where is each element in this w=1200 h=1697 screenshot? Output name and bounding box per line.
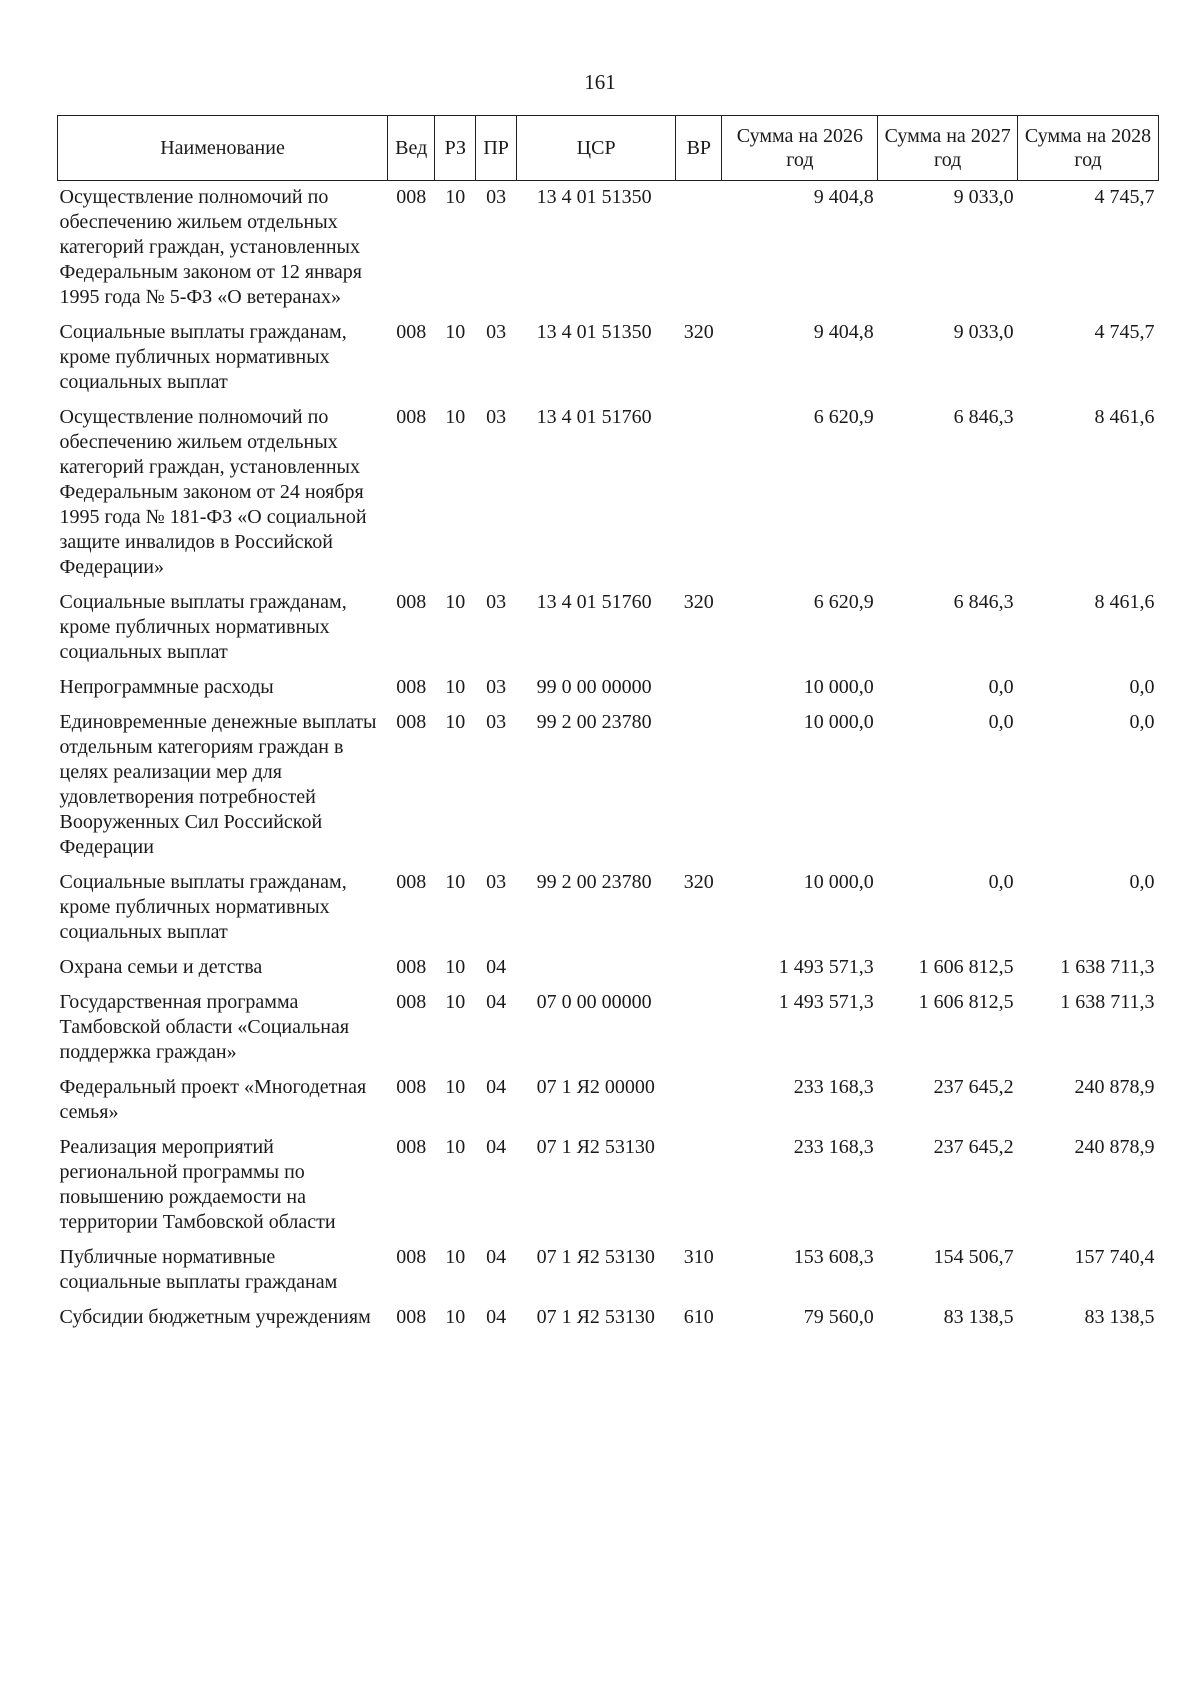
cell-pr: 04 [486, 956, 507, 978]
table-row [58, 866, 1159, 951]
table-row [58, 671, 1159, 706]
cell-ved: 008 [396, 1246, 427, 1268]
cell-sum-2027: 6 846,3 [953, 406, 1014, 428]
cell-sum-2027: 0,0 [988, 676, 1014, 698]
cell-sum-2027: 9 033,0 [953, 186, 1014, 208]
cell-csr: 13 4 01 51760 [536, 406, 652, 428]
cell-csr: 07 1 Я2 00000 [536, 1076, 655, 1098]
cell-vr: 610 [683, 1306, 714, 1328]
cell-ved: 008 [396, 956, 427, 978]
cell-pr: 03 [486, 406, 507, 428]
cell-ved: 008 [396, 406, 427, 428]
page-number: 161 [584, 70, 616, 94]
cell-name: Единовременные денежные выплаты отдельным категориям граждан в целях реализации мер для удовлетворения потребностей Вооруженных Сил Российской Федерации [59, 711, 377, 858]
cell-pr: 03 [486, 711, 507, 733]
cell-sum-2027: 83 138,5 [943, 1306, 1014, 1328]
cell-vr [676, 706, 722, 866]
cell-name: Охрана семьи и детства [59, 956, 263, 978]
cell-ved: 008 [396, 1306, 427, 1328]
cell-sum-2028: 4 745,7 [1094, 321, 1155, 343]
cell-pr: 04 [486, 1246, 507, 1268]
cell-name: Федеральный проект «Многодетная семья» [59, 1076, 367, 1123]
cell-sum-2027: 154 506,7 [933, 1246, 1014, 1268]
header-ved: Вед [388, 116, 435, 181]
table-row [58, 1071, 1159, 1131]
cell-vr [676, 671, 722, 706]
table-row [58, 181, 1159, 317]
table-row [58, 1131, 1159, 1241]
cell-ved: 008 [396, 991, 427, 1013]
cell-rz: 10 [445, 676, 466, 698]
cell-pr: 03 [486, 591, 507, 613]
cell-sum-2026: 1 493 571,3 [778, 956, 874, 978]
cell-sum-2028: 0,0 [1129, 871, 1155, 893]
header-sum-2027: Сумма на 2027 год [878, 116, 1018, 181]
cell-sum-2028: 83 138,5 [1084, 1306, 1155, 1328]
cell-sum-2028: 240 878,9 [1074, 1136, 1155, 1158]
cell-name: Социальные выплаты гражданам, кроме публичных нормативных социальных выплат [59, 591, 347, 663]
cell-pr: 04 [486, 991, 507, 1013]
cell-vr [676, 951, 722, 986]
cell-sum-2026: 79 560,0 [803, 1306, 874, 1328]
cell-vr [676, 1071, 722, 1131]
cell-sum-2026: 153 608,3 [793, 1246, 874, 1268]
cell-csr: 07 1 Я2 53130 [536, 1306, 655, 1328]
cell-pr: 03 [486, 186, 507, 208]
table-row [58, 706, 1159, 866]
table-row [58, 316, 1159, 401]
cell-sum-2026: 9 404,8 [813, 321, 874, 343]
cell-vr: 320 [683, 321, 714, 343]
cell-sum-2028: 8 461,6 [1094, 591, 1155, 613]
cell-sum-2027: 0,0 [988, 711, 1014, 733]
cell-rz: 10 [445, 871, 466, 893]
header-sum-2028: Сумма на 2028 год [1018, 116, 1159, 181]
cell-sum-2027: 0,0 [988, 871, 1014, 893]
cell-name: Непрограммные расходы [59, 676, 274, 698]
cell-vr [676, 401, 722, 586]
cell-sum-2026: 233 168,3 [793, 1136, 874, 1158]
cell-sum-2026: 10 000,0 [803, 871, 874, 893]
cell-name: Реализация мероприятий региональной программы по повышению рождаемости на территории Тамбовской области [59, 1136, 336, 1233]
cell-ved: 008 [396, 676, 427, 698]
cell-pr: 04 [486, 1136, 507, 1158]
cell-sum-2026: 6 620,9 [813, 406, 874, 428]
cell-ved: 008 [396, 711, 427, 733]
cell-rz: 10 [445, 321, 466, 343]
cell-sum-2026: 6 620,9 [813, 591, 874, 613]
cell-sum-2027: 6 846,3 [953, 591, 1014, 613]
cell-sum-2028: 240 878,9 [1074, 1076, 1155, 1098]
table-row [58, 951, 1159, 986]
cell-ved: 008 [396, 1136, 427, 1158]
cell-vr [676, 181, 722, 317]
table-row [58, 401, 1159, 586]
cell-name: Государственная программа Тамбовской области «Социальная поддержка граждан» [59, 991, 350, 1063]
cell-rz: 10 [445, 1246, 466, 1268]
cell-sum-2028: 157 740,4 [1074, 1246, 1155, 1268]
cell-name: Субсидии бюджетным учреждениям [59, 1306, 371, 1328]
budget-table-container [57, 115, 1159, 1336]
cell-vr [676, 986, 722, 1071]
cell-vr: 320 [683, 871, 714, 893]
header-csr: ЦСР [517, 116, 676, 181]
header-rz: РЗ [435, 116, 476, 181]
cell-csr: 07 0 00 00000 [536, 991, 652, 1013]
cell-ved: 008 [396, 321, 427, 343]
cell-sum-2027: 1 606 812,5 [918, 956, 1014, 978]
cell-csr: 13 4 01 51760 [536, 591, 652, 613]
cell-rz: 10 [445, 991, 466, 1013]
budget-table [57, 115, 1159, 1336]
cell-csr: 07 1 Я2 53130 [536, 1136, 655, 1158]
cell-csr [517, 951, 676, 986]
table-body [58, 181, 1159, 1337]
cell-ved: 008 [396, 186, 427, 208]
cell-vr: 310 [683, 1246, 714, 1268]
cell-rz: 10 [445, 591, 466, 613]
cell-pr: 03 [486, 676, 507, 698]
cell-sum-2026: 10 000,0 [803, 711, 874, 733]
cell-sum-2026: 1 493 571,3 [778, 991, 874, 1013]
cell-name: Осуществление полномочий по обеспечению жильем отдельных категорий граждан, установленных Федеральным законом от 24 ноября 1995 года № 181-ФЗ «О социальной защите инвалидов в Российской Федерации» [59, 406, 367, 578]
cell-sum-2027: 9 033,0 [953, 321, 1014, 343]
cell-csr: 99 2 00 23780 [536, 711, 652, 733]
cell-pr: 03 [486, 871, 507, 893]
cell-sum-2028: 1 638 711,3 [1060, 956, 1155, 978]
cell-sum-2028: 8 461,6 [1094, 406, 1155, 428]
cell-csr: 13 4 01 51350 [536, 186, 652, 208]
cell-sum-2027: 237 645,2 [933, 1136, 1014, 1158]
cell-sum-2028: 1 638 711,3 [1060, 991, 1155, 1013]
cell-sum-2027: 1 606 812,5 [918, 991, 1014, 1013]
table-row [58, 986, 1159, 1071]
cell-rz: 10 [445, 956, 466, 978]
cell-ved: 008 [396, 1076, 427, 1098]
cell-sum-2028: 4 745,7 [1094, 186, 1155, 208]
cell-rz: 10 [445, 186, 466, 208]
cell-csr: 99 0 00 00000 [536, 676, 652, 698]
cell-rz: 10 [445, 1306, 466, 1328]
header-vr: ВР [676, 116, 722, 181]
table-header-row [58, 116, 1159, 181]
cell-name: Социальные выплаты гражданам, кроме публичных нормативных социальных выплат [59, 321, 347, 393]
cell-csr: 13 4 01 51350 [536, 321, 652, 343]
cell-name: Социальные выплаты гражданам, кроме публичных нормативных социальных выплат [59, 871, 347, 943]
header-name: Наименование [58, 116, 388, 181]
cell-ved: 008 [396, 871, 427, 893]
table-row [58, 1241, 1159, 1301]
cell-csr: 07 1 Я2 53130 [536, 1246, 655, 1268]
cell-ved: 008 [396, 591, 427, 613]
cell-sum-2026: 10 000,0 [803, 676, 874, 698]
cell-rz: 10 [445, 1136, 466, 1158]
header-sum-2026: Сумма на 2026 год [722, 116, 878, 181]
cell-pr: 04 [486, 1076, 507, 1098]
cell-rz: 10 [445, 711, 466, 733]
cell-sum-2027: 237 645,2 [933, 1076, 1014, 1098]
cell-rz: 10 [445, 1076, 466, 1098]
cell-csr: 99 2 00 23780 [536, 871, 652, 893]
table-row [58, 586, 1159, 671]
cell-pr: 03 [486, 321, 507, 343]
cell-name: Осуществление полномочий по обеспечению жильем отдельных категорий граждан, установленных Федеральным законом от 12 января 1995 года № 5-ФЗ «О ветеранах» [59, 186, 363, 308]
cell-vr [676, 1131, 722, 1241]
cell-sum-2028: 0,0 [1129, 676, 1155, 698]
cell-name: Публичные нормативные социальные выплаты гражданам [59, 1246, 338, 1293]
cell-sum-2028: 0,0 [1129, 711, 1155, 733]
cell-rz: 10 [445, 406, 466, 428]
cell-vr: 320 [683, 591, 714, 613]
cell-pr: 04 [486, 1306, 507, 1328]
cell-sum-2026: 233 168,3 [793, 1076, 874, 1098]
header-pr: ПР [476, 116, 517, 181]
table-row [58, 1301, 1159, 1336]
cell-sum-2026: 9 404,8 [813, 186, 874, 208]
